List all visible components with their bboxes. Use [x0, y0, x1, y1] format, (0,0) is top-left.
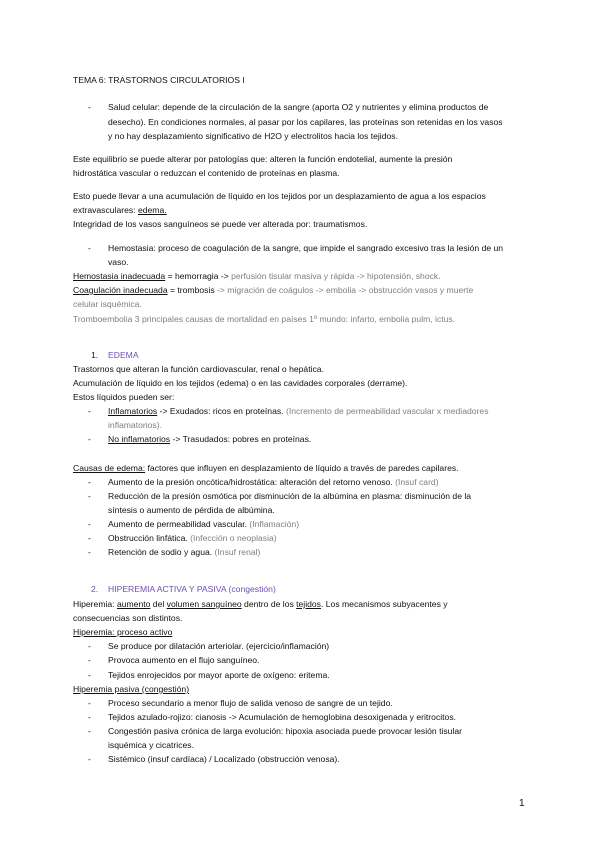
bullet-dash: - — [88, 519, 91, 529]
section-number-2: 2. — [91, 584, 99, 594]
no-inflamatorios-line: No inflamatorios -> Trasudados: pobres en proteínas. — [108, 434, 312, 444]
bullet-dash: - — [88, 655, 91, 665]
pasiva-item-3-line-1: Congestión pasiva crónica de larga evolución: hipoxia asociada puede provocar lesión tisular — [108, 726, 462, 736]
hiperemia-def-line-2: consecuencias son distintos. — [73, 613, 183, 623]
section-number-1: 1. — [91, 350, 99, 360]
hiperemia-pasiva-heading: Hiperemia pasiva (congestión) — [73, 684, 190, 694]
pasiva-item-3-line-2: isquémica y cicatrices. — [108, 740, 194, 750]
hiperemia-def-line-1: Hiperemia: aumento del volumen sanguíneo dentro de los tejidos. Los mecanismos subyacentes y — [73, 599, 448, 609]
salud-line-3: y no hay desplazamiento significativo de H2O y electrolitos hacia los tejidos. — [108, 131, 398, 141]
bullet-dash: - — [88, 547, 91, 557]
pasiva-item-4: Sistémico (insuf cardíaca) / Localizado (obstrucción venosa). — [108, 754, 340, 764]
salud-line-2: desecho). En condiciones normales, al pasar por los capilares, las proteínas son retenidas en los vasos — [108, 117, 503, 127]
document-title: TEMA 6: TRASTORNOS CIRCULATORIOS I — [73, 75, 245, 85]
bullet-dash: - — [88, 406, 91, 416]
edema-line-2: Acumulación de líquido en los tejidos (edema) o en las cavidades corporales (derrame). — [73, 378, 408, 388]
activa-item-2: Provoca aumento en el flujo sanguíneo. — [108, 655, 260, 665]
causa-2-line-2: síntesis o aumento de pérdida de albúmina. — [108, 505, 275, 515]
edema-line-1: Trastornos que alteran la función cardiovascular, renal o hepática. — [73, 364, 324, 374]
page-number: 1 — [519, 798, 525, 809]
coagulacion-line-2: celular isquémica. — [73, 299, 142, 309]
coagulacion-line-1: Coagulación inadecuada = trombosis -> migración de coágulos -> embolia -> obstrucción vasos y muerte — [73, 285, 474, 295]
bullet-dash: - — [88, 434, 91, 444]
bullet-dash: - — [88, 641, 91, 651]
acumulacion-line-1: Esto puede llevar a una acumulación de líquido en los tejidos por un desplazamiento de agua a los espacios — [73, 191, 486, 201]
pasiva-item-2: Tejidos azulado-rojizo: cianosis -> Acumulación de hemoglobina desoxigenada y eritrocitos. — [108, 712, 457, 722]
bullet-dash: - — [88, 477, 91, 487]
bullet-dash: - — [88, 243, 91, 253]
bullet-dash: - — [88, 726, 91, 736]
salud-line-1: Salud celular: depende de la circulación de la sangre (aporta O2 y nutrientes y elimina productos de — [108, 102, 489, 112]
hemostasia-inadecuada-line: Hemostasia inadecuada = hemorragia -> perfusión tisular masiva y rápida -> hipotensión, shock. — [73, 271, 441, 281]
inflamatorios-line-1: Inflamatorios -> Exudados: ricos en proteínas. (Incremento de permeabilidad vascular x mediadores — [108, 406, 489, 416]
edema-line-3: Estos líquidos pueden ser: — [73, 392, 175, 402]
pasiva-item-1: Proceso secundario a menor flujo de salida venoso de sangre de un tejido. — [108, 698, 393, 708]
causa-5: Retención de sodio y agua. (Insuf renal) — [108, 547, 261, 557]
equilibrio-line-2: hidrostática vascular o reduzcan el contenido de proteínas en plasma. — [73, 168, 340, 178]
causa-4: Obstrucción linfática. (Infección o neoplasia) — [108, 533, 277, 543]
inflamatorios-line-2: inflamatorios). — [108, 420, 162, 430]
bullet-dash: - — [88, 698, 91, 708]
causa-1: Aumento de la presión oncótica/hidrostática: alteración del retorno venoso. (Insuf card) — [108, 477, 439, 487]
integridad-line: Integridad de los vasos sanguíneos se puede ver alterada por: traumatismos. — [73, 219, 368, 229]
bullet-dash: - — [88, 491, 91, 501]
causa-2-line-1: Reducción de la presión osmótica por disminución de la albúmina en plasma: disminución de la — [108, 491, 472, 501]
activa-item-1: Se produce por dilatación arteriolar. (ejercicio/inflamación) — [108, 641, 330, 651]
bullet-dash: - — [88, 754, 91, 764]
bullet-dash: - — [88, 102, 91, 112]
hemostasia-line-1: Hemostasia: proceso de coagulación de la sangre, que impide el sangrado excesivo tras la lesión de un — [108, 243, 504, 253]
hiperemia-activa-heading: Hiperemia: proceso activo — [73, 627, 173, 637]
activa-item-3: Tejidos enrojecidos por mayor aporte de oxígeno: eritema. — [108, 670, 330, 680]
section-heading-hiperemia: HIPEREMIA ACTIVA Y PASIVA (congestión) — [108, 584, 276, 594]
acumulacion-line-2: extravasculares: edema. — [73, 205, 167, 215]
hemostasia-line-2: vaso. — [108, 257, 129, 267]
equilibrio-line-1: Este equilibrio se puede alterar por patologías que: alteren la función endotelial, aumente la presión — [73, 154, 453, 164]
causa-3: Aumento de permeabilidad vascular. (Inflamación) — [108, 519, 300, 529]
section-heading-edema: EDEMA — [108, 350, 139, 360]
causas-edema-line: Causas de edema: factores que influyen en desplazamiento de líquido a través de paredes capilares. — [73, 463, 459, 473]
tromboembolia-line: Tromboembolia 3 principales causas de mortalidad en países 1º mundo: infarto, embolia pulm, ictus. — [73, 314, 456, 324]
bullet-dash: - — [88, 670, 91, 680]
bullet-dash: - — [88, 712, 91, 722]
edema-term: edema. — [137, 205, 167, 215]
bullet-dash: - — [88, 533, 91, 543]
